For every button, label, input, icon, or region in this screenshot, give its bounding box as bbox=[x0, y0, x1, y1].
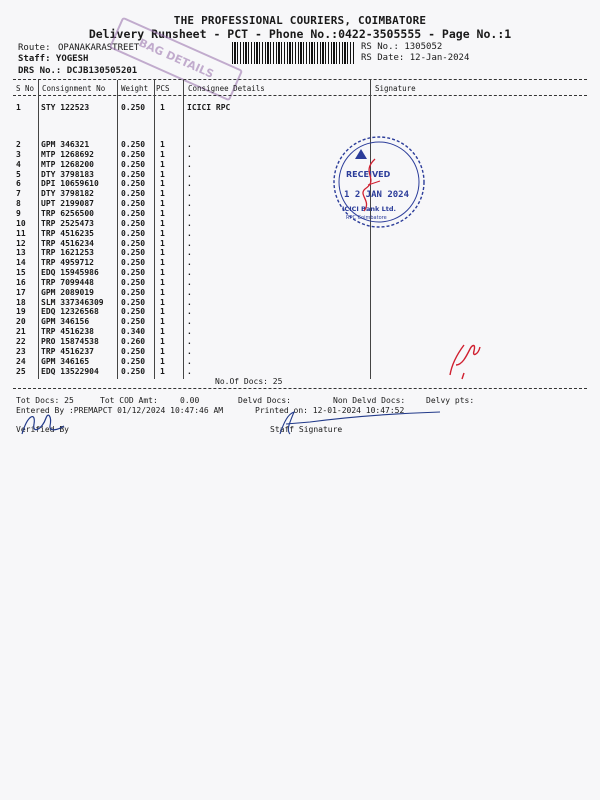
row-details: . bbox=[187, 297, 192, 307]
col-signature: Signature bbox=[375, 84, 416, 93]
row-weight: 0.250 bbox=[121, 169, 146, 179]
row-weight: 0.340 bbox=[121, 327, 146, 337]
row-consignment: TRP 4959712 bbox=[41, 258, 94, 268]
row-weight: 0.250 bbox=[121, 287, 146, 297]
row-pcs: 1 bbox=[160, 159, 165, 169]
delvd-docs: Delvd Docs: bbox=[238, 396, 291, 405]
row-weight: 0.250 bbox=[121, 346, 146, 356]
row-consignment: MTP 1268200 bbox=[41, 159, 94, 169]
row-consignment: TRP 2525473 bbox=[41, 218, 94, 228]
tot-cod-label: Tot COD Amt: bbox=[100, 396, 158, 405]
row-consignment: EDQ 15945986 bbox=[41, 268, 99, 278]
row-details: ICICI RPC bbox=[187, 103, 231, 112]
red-signature bbox=[350, 155, 390, 215]
route-label: Route: bbox=[18, 43, 51, 53]
route-value: OPANAKARASTREET bbox=[58, 43, 140, 53]
row-weight: 0.250 bbox=[121, 179, 146, 189]
row-sno: 14 bbox=[16, 258, 26, 268]
entered-by: Entered By :PREMAPCT 01/12/2024 10:47:46 AM bbox=[16, 406, 224, 415]
row-pcs: 1 bbox=[160, 327, 165, 337]
row-consignment: DTY 3798183 bbox=[41, 169, 94, 179]
row-sno: 5 bbox=[16, 169, 21, 179]
row-pcs: 1 bbox=[160, 337, 165, 346]
table-row bbox=[0, 189, 600, 199]
seal-date: 1 2 JAN 2024 bbox=[344, 190, 410, 200]
table-row bbox=[0, 239, 600, 249]
bag-stamp-text: BAG DETAILS bbox=[136, 36, 216, 81]
row-weight: 0.250 bbox=[121, 307, 146, 317]
row-details: . bbox=[187, 238, 192, 248]
row-weight: 0.250 bbox=[121, 366, 146, 376]
staff-name: Staff: YOGESH bbox=[18, 54, 89, 64]
row-weight: 0.250 bbox=[121, 208, 146, 218]
row-sno: 2 bbox=[16, 140, 21, 149]
row-consignment: TRP 7099448 bbox=[41, 277, 94, 287]
row-consignment: EDQ 12326568 bbox=[41, 307, 99, 317]
red-handwriting bbox=[440, 335, 490, 385]
row-weight: 0.250 bbox=[121, 317, 146, 327]
col-weight: Weight bbox=[121, 84, 149, 93]
row-consignment: TRP 4516235 bbox=[41, 228, 94, 238]
row-details: . bbox=[187, 248, 192, 258]
row-sno: 15 bbox=[16, 268, 26, 278]
row-weight: 0.250 bbox=[121, 140, 146, 149]
row-details: . bbox=[187, 179, 192, 189]
row-sno: 18 bbox=[16, 297, 26, 307]
row-sno: 24 bbox=[16, 356, 26, 366]
row-weight: 0.250 bbox=[121, 268, 146, 278]
verified-by: Verified By bbox=[16, 425, 69, 434]
row-details: . bbox=[187, 149, 192, 159]
row-pcs: 1 bbox=[160, 366, 165, 376]
row-details: . bbox=[187, 366, 192, 376]
table-row bbox=[0, 307, 600, 317]
row-pcs: 1 bbox=[160, 179, 165, 189]
row-consignment: TRP 1621253 bbox=[41, 248, 94, 258]
company-name: THE PROFESSIONAL COURIERS, COIMBATORE bbox=[173, 14, 427, 27]
row-sno: 1 bbox=[16, 103, 21, 112]
row-sno: 19 bbox=[16, 307, 26, 317]
table-row bbox=[0, 179, 600, 189]
row-details: . bbox=[187, 228, 192, 238]
row-details: . bbox=[187, 337, 192, 346]
row-details: . bbox=[187, 208, 192, 218]
row-details: . bbox=[187, 159, 192, 169]
row-weight: 0.250 bbox=[121, 356, 146, 366]
header-divider bbox=[13, 95, 587, 96]
row-sno: 9 bbox=[16, 208, 21, 218]
row-details: . bbox=[187, 140, 192, 149]
row-sno: 22 bbox=[16, 337, 26, 346]
row-pcs: 1 bbox=[160, 189, 165, 199]
row-consignment: DPI 10659610 bbox=[41, 179, 99, 189]
row-pcs: 1 bbox=[160, 199, 165, 209]
row-consignment: STY 122523 bbox=[41, 103, 90, 112]
seal-received: RECEIVED bbox=[346, 170, 391, 179]
non-delvd-docs: Non Delvd Docs: bbox=[333, 396, 406, 405]
table-row bbox=[0, 160, 600, 170]
row-pcs: 1 bbox=[160, 103, 165, 112]
row-details: . bbox=[187, 307, 192, 317]
table-row bbox=[0, 140, 600, 150]
row-weight: 0.250 bbox=[121, 228, 146, 238]
no-of-docs: No.Of Docs: 25 bbox=[215, 377, 283, 386]
row-sno: 12 bbox=[16, 238, 26, 248]
row-consignment: UPT 2199087 bbox=[41, 199, 94, 209]
row-sno: 25 bbox=[16, 366, 26, 376]
row-details: . bbox=[187, 346, 192, 356]
row-sno: 6 bbox=[16, 179, 21, 189]
drs-number: DRS No.: DCJB130505201 bbox=[18, 66, 138, 76]
row-weight: 0.250 bbox=[121, 277, 146, 287]
row-sno: 10 bbox=[16, 218, 26, 228]
row-pcs: 1 bbox=[160, 346, 165, 356]
col-consignment: Consignment No bbox=[42, 84, 106, 93]
table-row bbox=[0, 317, 600, 327]
row-sno: 21 bbox=[16, 327, 26, 337]
row-pcs: 1 bbox=[160, 258, 165, 268]
row-sno: 3 bbox=[16, 149, 21, 159]
row-weight: 0.250 bbox=[121, 238, 146, 248]
row-consignment: GPM 346156 bbox=[41, 317, 90, 327]
table-row bbox=[0, 268, 600, 278]
table-row bbox=[0, 199, 600, 209]
row-pcs: 1 bbox=[160, 268, 165, 278]
row-details: . bbox=[187, 218, 192, 228]
table-row bbox=[0, 229, 600, 239]
row-pcs: 1 bbox=[160, 228, 165, 238]
row-pcs: 1 bbox=[160, 317, 165, 327]
row-consignment: GPM 346165 bbox=[41, 356, 90, 366]
row-sno: 11 bbox=[16, 228, 26, 238]
table-row bbox=[0, 298, 600, 308]
row-pcs: 1 bbox=[160, 140, 165, 149]
row-sno: 4 bbox=[16, 159, 21, 169]
rs-number: RS No.: 1305052 bbox=[361, 42, 443, 52]
row-details: . bbox=[187, 268, 192, 278]
printed-on: Printed on: 12-01-2024 10:47:52 bbox=[255, 406, 405, 415]
seal-place: RPC Coimbatore bbox=[346, 215, 387, 221]
bottom-divider bbox=[13, 388, 587, 389]
row-pcs: 1 bbox=[160, 287, 165, 297]
row-weight: 0.260 bbox=[121, 337, 146, 346]
staff-signature bbox=[250, 408, 450, 438]
row-pcs: 1 bbox=[160, 277, 165, 287]
table-row bbox=[0, 209, 600, 219]
tot-docs: Tot Docs: 25 bbox=[16, 396, 74, 405]
row-details: . bbox=[187, 277, 192, 287]
table-row bbox=[0, 337, 600, 347]
table-row bbox=[0, 170, 600, 180]
row-details: . bbox=[187, 189, 192, 199]
row-consignment: PRO 15874538 bbox=[41, 337, 99, 346]
row-weight: 0.250 bbox=[121, 159, 146, 169]
table-row bbox=[0, 278, 600, 288]
row-sno: 16 bbox=[16, 277, 26, 287]
row-details: . bbox=[187, 317, 192, 327]
table-row bbox=[0, 327, 600, 337]
row-consignment: GPM 2089019 bbox=[41, 287, 94, 297]
rs-date: RS Date: 12-Jan-2024 bbox=[361, 53, 470, 63]
table-row bbox=[0, 367, 600, 377]
verified-signature bbox=[18, 408, 68, 440]
row-consignment: EDQ 13522904 bbox=[41, 366, 99, 376]
row-pcs: 1 bbox=[160, 169, 165, 179]
row-sno: 13 bbox=[16, 248, 26, 258]
table-row bbox=[0, 288, 600, 298]
row-sno: 7 bbox=[16, 189, 21, 199]
row-weight: 0.250 bbox=[121, 218, 146, 228]
row-weight: 0.250 bbox=[121, 199, 146, 209]
row-details: . bbox=[187, 199, 192, 209]
row-pcs: 1 bbox=[160, 307, 165, 317]
row-details: . bbox=[187, 287, 192, 297]
table-row bbox=[0, 347, 600, 357]
row-weight: 0.250 bbox=[121, 103, 146, 112]
row-pcs: 1 bbox=[160, 238, 165, 248]
row-sno: 20 bbox=[16, 317, 26, 327]
row-consignment: TRP 4516238 bbox=[41, 327, 94, 337]
table-row bbox=[0, 103, 600, 113]
table-row bbox=[0, 258, 600, 268]
col-details: Consignee Details bbox=[188, 84, 265, 93]
table-row bbox=[0, 357, 600, 367]
row-weight: 0.250 bbox=[121, 189, 146, 199]
row-sno: 23 bbox=[16, 346, 26, 356]
tot-cod-value: 0.00 bbox=[180, 396, 200, 405]
col-pcs: PCS bbox=[156, 84, 170, 93]
row-sno: 8 bbox=[16, 199, 21, 209]
row-consignment: DTY 3798182 bbox=[41, 189, 94, 199]
row-consignment: TRP 4516234 bbox=[41, 238, 94, 248]
table-row bbox=[0, 248, 600, 258]
row-details: . bbox=[187, 356, 192, 366]
col-sno: S No bbox=[16, 84, 35, 93]
row-details: . bbox=[187, 169, 192, 179]
row-pcs: 1 bbox=[160, 149, 165, 159]
barcode bbox=[232, 42, 354, 64]
top-divider bbox=[13, 79, 587, 80]
row-pcs: 1 bbox=[160, 218, 165, 228]
row-sno: 17 bbox=[16, 287, 26, 297]
row-details: . bbox=[187, 258, 192, 268]
row-pcs: 1 bbox=[160, 297, 165, 307]
row-weight: 0.250 bbox=[121, 258, 146, 268]
table-row bbox=[0, 219, 600, 229]
row-pcs: 1 bbox=[160, 208, 165, 218]
row-consignment: SLM 337346309 bbox=[41, 297, 104, 307]
row-pcs: 1 bbox=[160, 248, 165, 258]
row-weight: 0.250 bbox=[121, 248, 146, 258]
row-details: . bbox=[187, 327, 192, 337]
row-consignment: TRP 4516237 bbox=[41, 346, 94, 356]
row-weight: 0.250 bbox=[121, 297, 146, 307]
table-row bbox=[0, 150, 600, 160]
staff-signature-label: Staff Signature bbox=[270, 425, 343, 434]
seal-bank: ICICI Bank Ltd. bbox=[342, 205, 396, 213]
row-pcs: 1 bbox=[160, 356, 165, 366]
delvy-pts: Delvy pts: bbox=[426, 396, 475, 405]
row-consignment: TRP 6256500 bbox=[41, 208, 94, 218]
runsheet-title: Delivery Runsheet - PCT - Phone No.:0422-3505555 - Page No.:1 bbox=[88, 27, 512, 41]
row-consignment: MTP 1268692 bbox=[41, 149, 94, 159]
row-weight: 0.250 bbox=[121, 149, 146, 159]
row-consignment: GPM 346321 bbox=[41, 140, 90, 149]
